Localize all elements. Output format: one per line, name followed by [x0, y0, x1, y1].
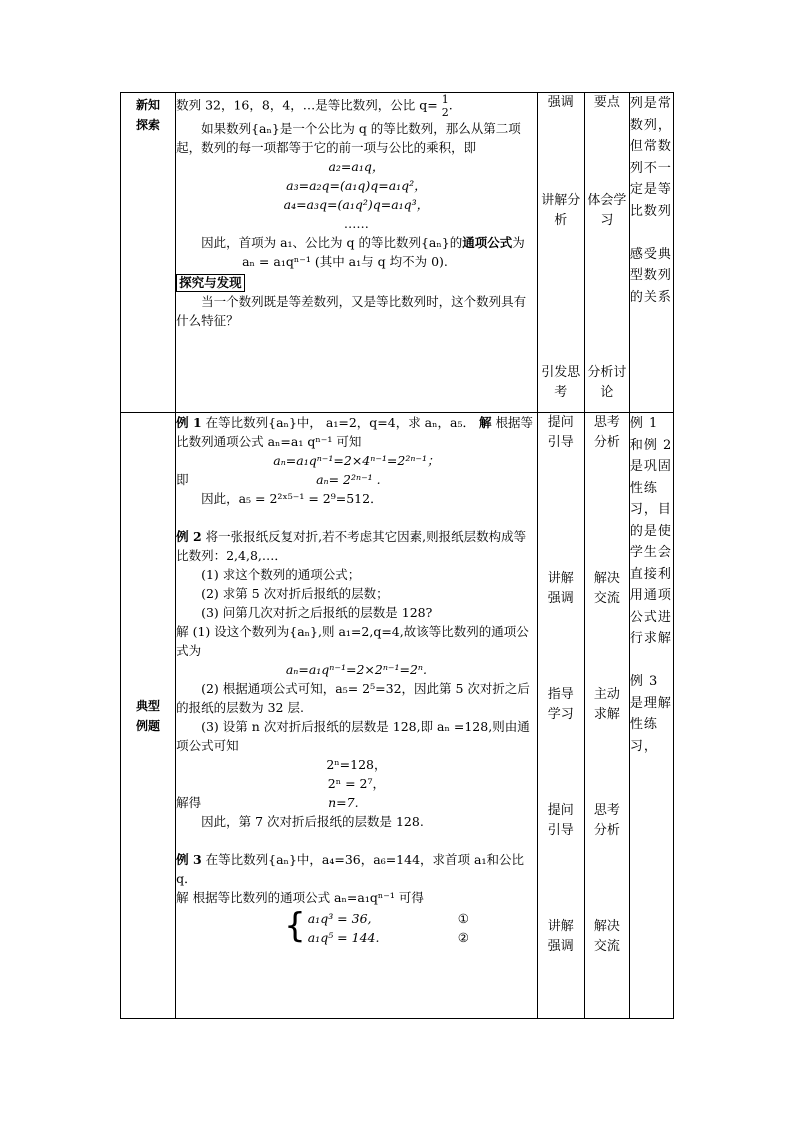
student-activity: 思考分析	[593, 415, 620, 450]
brace-symbol: {	[284, 906, 306, 946]
row-label-new-knowledge	[121, 93, 176, 413]
example-3-text: 在等比数列{aₙ}中，a₄=36，a₆=144，求首项 a₁和公比 q．	[176, 852, 524, 886]
teacher-activity: 强调	[547, 95, 574, 110]
table-row-examples	[121, 413, 674, 1019]
solution-lead: 解	[478, 415, 492, 430]
example-2-equation-4: n=7.	[328, 795, 359, 810]
student-activity: 解决交流	[593, 571, 620, 606]
system-eq-2-text: a₁q⁵ = 144.	[307, 930, 380, 945]
design-intent-col	[629, 93, 673, 413]
example-1-ji-line	[176, 470, 537, 489]
design-intent-text: 列是常数列，但常数列不一定是等比数列 感受典型数列的关系	[629, 96, 672, 305]
example-1-title: 例 1	[176, 415, 202, 430]
general-term-formula: aₙ = a₁qⁿ⁻¹ (其中 a₁与 q 均不为 0).	[242, 254, 448, 269]
example-3-title: 例 3	[176, 852, 202, 867]
equation-a4: a₄=a₃q=(a₁q²)q=a₁q³，	[283, 197, 430, 212]
example-2-solution-1: 解 (1) 设这个数列为{aₙ},则 a₁=2,q=4,故该等比数列的通项公式为	[176, 624, 529, 658]
example-2-equation-3: 2ⁿ = 2⁷，	[327, 776, 386, 791]
teacher-activity: 提问引导	[547, 415, 574, 450]
teacher-activity-col-2	[537, 413, 584, 1019]
system-equation-1	[308, 909, 469, 928]
design-intent-text: 例 1 和例 2 是巩固性练习，目的是使学生会直接利用通项公式进行求解 例 3 是理解性练习，	[629, 416, 673, 754]
row-label-line: 例题	[136, 718, 161, 733]
row-label-examples	[121, 413, 176, 1019]
general-term-paragraph	[176, 233, 537, 252]
table-row-new-knowledge	[121, 93, 674, 413]
example-1-solution: 根据等比数列通项公式 aₙ=a₁ qⁿ⁻¹ 可知	[176, 415, 533, 449]
teacher-activity: 引发思考	[541, 365, 581, 400]
row-label-line: 典型	[136, 698, 161, 713]
row-label-line: 探索	[136, 118, 161, 132]
example-1-statement	[176, 413, 537, 451]
example-1-result: aₙ= 2²ⁿ⁻¹ .	[316, 472, 381, 487]
equation-a3: a₃=a₂q=(a₁q)q=a₁q²，	[286, 178, 427, 193]
student-activity: 解决交流	[593, 919, 620, 954]
student-activity: 思考分析	[593, 803, 620, 838]
explore-question: 当一个数列既是等差数列，又是等比数列时，这个数列具有什么特征？	[176, 294, 527, 328]
ratio-fraction: 1 2	[441, 93, 449, 119]
circle-2-mark: ②	[457, 930, 469, 945]
example-text: 数列 32，16，8，4，…是等比数列，公比 q=	[176, 97, 438, 113]
example-2-jiede-line	[176, 793, 537, 812]
example-1-conclusion: 因此，a₅ = 2²ˣ⁵⁻¹ = 2⁹=512．	[201, 491, 383, 506]
jiede-label: 解得	[176, 795, 202, 810]
equation-a2: a₂=a₁q，	[328, 159, 385, 174]
examples-content	[176, 413, 538, 1019]
example-2-question-2: (2) 求第 5 次对折后报纸的层数；	[201, 586, 389, 601]
general-term-tail: 为	[512, 235, 525, 250]
example-2-conclusion: 因此，第 7 次对折后报纸的层数是 128.	[201, 814, 424, 829]
example-2-solution-2: (2) 根据通项公式可知，a₅= 2⁵=32，因此第 5 次对折之后的报纸的层数为 32 层.	[176, 681, 530, 715]
example-2-equation-2: 2ⁿ=128，	[326, 757, 387, 772]
student-activity: 分析讨论	[587, 365, 627, 400]
definition-paragraph: 如果数列{aₙ}是一个公比为 q 的等比数列，那么从第二项起，数列的每一项都等于它的前一项与公比的乘积，即	[176, 121, 521, 155]
student-activity: 主动求解	[593, 687, 620, 722]
design-intent-col-2	[629, 413, 673, 1019]
system-equation-2	[308, 928, 469, 947]
equation-system	[176, 906, 537, 947]
system-eq-1-text: a₁q³ = 36,	[307, 911, 372, 926]
example-2-question-1: (1) 求这个数列的通项公式；	[201, 567, 361, 582]
example-2-title: 例 2	[176, 529, 202, 544]
teacher-activity: 讲解强调	[547, 919, 574, 954]
example-2-statement	[176, 527, 537, 565]
example-2-text: 将一张报纸反复对折,若不考虑其它因素,则报纸层数构成等比数列：2,4,8,…．	[176, 529, 527, 563]
example-1-text: 在等比数列{aₙ}中， a₁=2，q=4，求 aₙ，a₅．	[205, 415, 475, 430]
equation-ellipsis: ……	[343, 216, 369, 231]
teacher-activity: 讲解强调	[547, 571, 574, 606]
example-2-question-3: (3) 问第几次对折之后报纸的层数是 128?	[201, 605, 433, 620]
general-term-text: 因此，首项为 a₁、公比为 q 的等比数列{aₙ}的	[201, 235, 463, 250]
student-activity: 要点	[593, 95, 620, 110]
example-1-equation: aₙ=a₁qⁿ⁻¹=2×4ⁿ⁻¹=2²ⁿ⁻¹；	[273, 453, 440, 468]
example-3-solution: 解 根据等比数列的通项公式 aₙ=a₁qⁿ⁻¹ 可得	[176, 890, 424, 905]
circle-1-mark: ①	[457, 911, 469, 926]
student-activity-col	[584, 93, 629, 413]
student-activity: 体会学习	[587, 193, 627, 228]
example-2-equation-1: aₙ=a₁qⁿ⁻¹=2×2ⁿ⁻¹=2ⁿ.	[285, 662, 427, 677]
ji-label: 即	[176, 472, 189, 487]
teacher-activity: 讲解分析	[541, 193, 581, 228]
general-term-bold: 通项公式	[462, 235, 513, 250]
example-suffix: .	[448, 97, 453, 113]
teacher-activity: 提问引导	[547, 803, 574, 838]
teacher-activity-col	[537, 93, 584, 413]
row-label-line: 新知	[136, 98, 161, 112]
example-2-solution-3: (3) 设第 n 次对折后报纸的层数是 128,即 aₙ =128,则由通项公式可知	[176, 719, 530, 753]
example-3-statement	[176, 850, 537, 888]
explore-discover-box: 探究与发现	[176, 274, 245, 292]
student-activity-col-2	[584, 413, 629, 1019]
geometric-example-line	[176, 93, 537, 119]
new-knowledge-content	[176, 93, 538, 413]
lesson-plan-table	[120, 92, 674, 1019]
teacher-activity: 指导学习	[547, 687, 574, 722]
